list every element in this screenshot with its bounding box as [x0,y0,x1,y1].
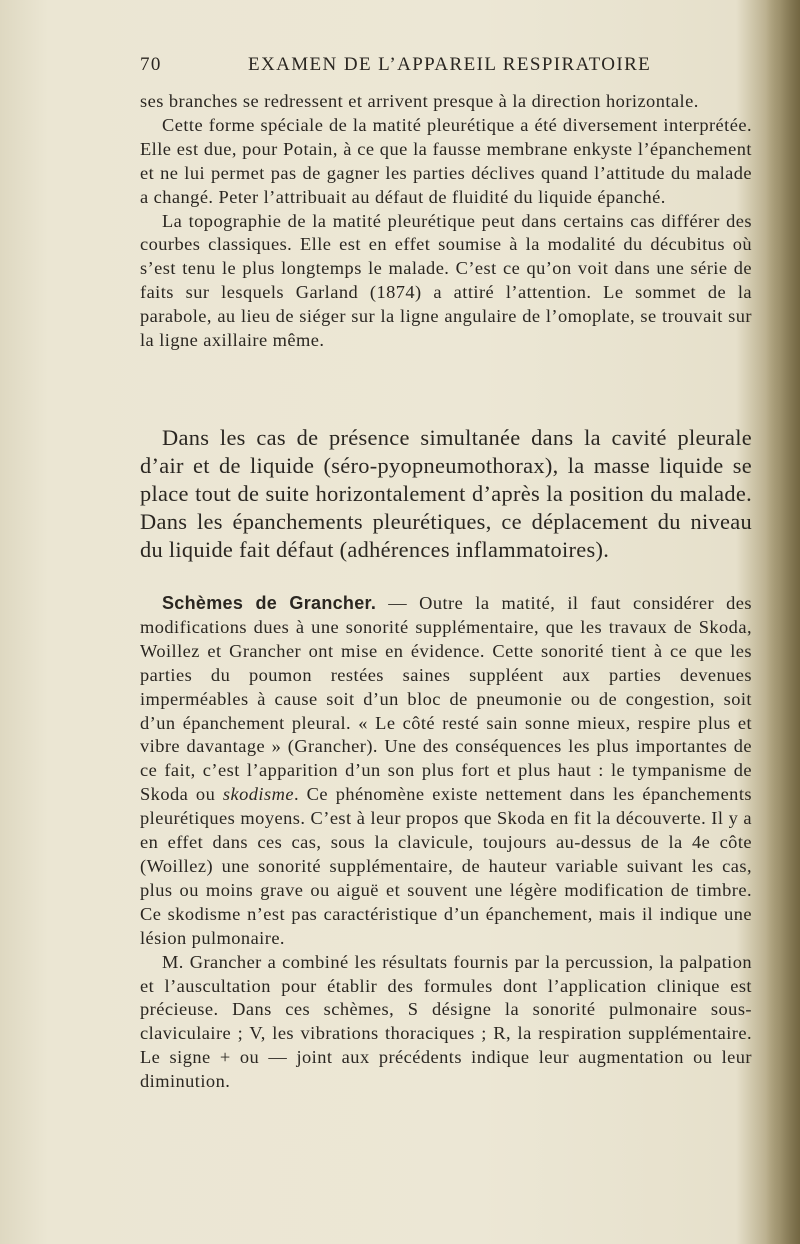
running-head: EXAMEN DE L’APPAREIL RESPIRATOIRE [248,54,652,75]
text-block-large [140,424,752,564]
paragraph-potain: Cette forme spéciale de la matité pleurétique a été diversement interprétée. Elle est due, pour Potain, à ce que la fausse membrane enkyste l’épanchement et ne lui permet pas de gagner les parties déclives quand l’attitude du malade a changé. Peter l’attribuait au défaut de fluidité du liquide épanché. [140,114,752,207]
paragraph-pneumothorax: Dans les cas de présence simultanée dans la cavité pleurale d’air et de liquide (séro-pyopneumothorax), la masse liquide se place tout de suite horizontalement d’après la position du malade. Dans les épanchements pleurétiques, ce déplacement du niveau du liquide fait défaut (adhérences inflammatoires). [140,425,752,562]
page-header [140,54,746,82]
paragraph-schemes-tail: . Ce phénomène existe nettement dans les épanchements pleurétiques moyens. C’est à leur propos que Skoda en fit la découverte. Il y a en effet dans ces cas, sous la clavicule, toujours au-dessus de la 4e côte (Woillez) une sonorité supplémentaire, de hauteur variable suivant les cas, plus ou moins grave ou aiguë et souvent une légère modification de timbre. Ce skodisme n’est pas caractéristique d’un épanchement, mais il indique une lésion pulmonaire. [140,784,752,948]
paragraph-continuation: ses branches se redressent et arrivent presque à la direction horizontale. [140,91,699,111]
page-edge-shadow [766,0,800,1244]
section-heading: Schèmes de Grancher. [162,593,377,613]
paragraph-grancher: M. Grancher a combiné les résultats fournis par la percussion, la palpation et l’auscultation pour établir des formules dont l’application clinique est précieuse. Dans ces schèmes, S désigne la sonorité pulmonaire sous-claviculaire ; V, les vibrations thoraciques ; R, la respiration supplémentaire. Le signe + ou — joint aux précédents indique leur augmentation ou leur diminution. [140,951,752,1092]
paragraph-schemes [140,592,752,951]
text-block-small-1 [140,90,752,353]
page-number: 70 [140,54,162,75]
paragraph-topographie: La topographie de la matité pleurétique peut dans certains cas différer des courbes classiques. Elle est en effet soumise à la modalité du décubitus où s’est tenu le plus longtemps le malade. C’est ce qu’on voit dans une série de faits sur lesquels Garland (1874) a attiré l’attention. Le sommet de la parabole, au lieu de siéger sur la ligne angulaire de l’omoplate, se trouvait sur la ligne axillaire même. [140,210,752,351]
paragraph-schemes-text: — Outre la matité, il faut considérer des modifications dues à une sonorité supplémentaire, que les travaux de Skoda, Woillez et Grancher ont mise en évidence. Cette sonorité tient à ce que les parties du poumon restées saines suppléent aux parties devenues imperméables à cause soit d’un bloc de pneumonie ou de congestion, soit d’un épanchement pleural. « Le côté resté sain sonne mieux, respire plus et vibre davantage » (Grancher). Une des conséquences les plus importantes de ce fait, c’est l’apparition d’un son plus fort et plus haut : le tympanisme de Skoda ou [140,593,752,805]
text-block-small-2 [140,592,752,1094]
italic-term: skodisme [222,784,294,805]
